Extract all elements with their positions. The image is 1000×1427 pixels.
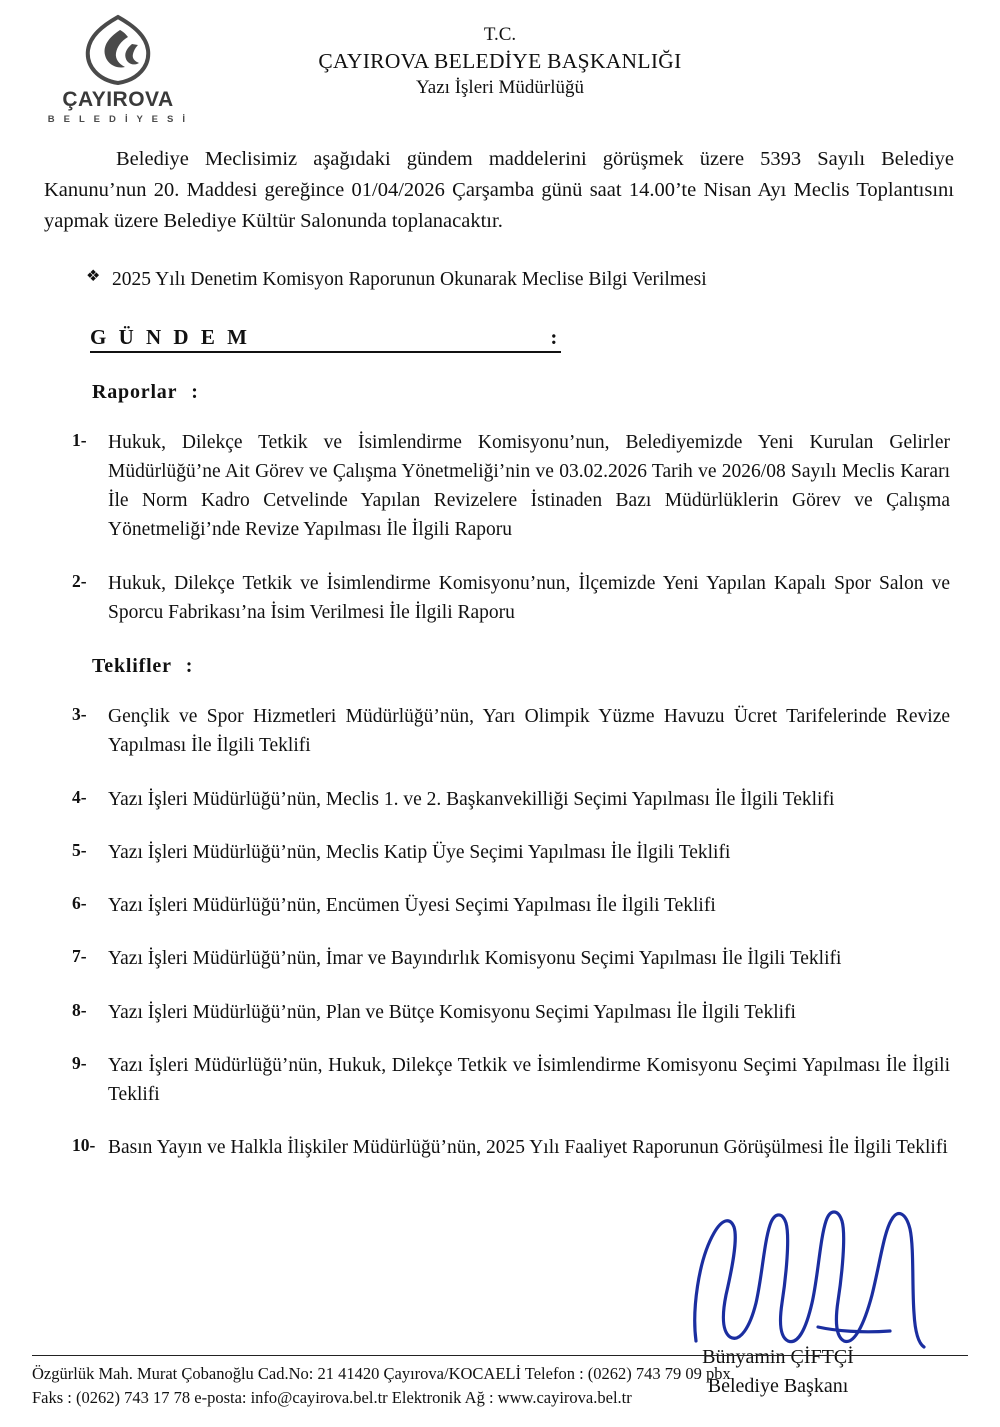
document-footer xyxy=(0,1355,1000,1412)
section-heading-reports xyxy=(44,381,954,404)
letterhead-line-institution: ÇAYIROVA BELEDİYE BAŞKANLIĞI xyxy=(318,49,682,74)
agenda-item xyxy=(44,702,954,761)
info-bullet-text: 2025 Yılı Denetim Komisyon Raporunun Okunarak Meclise Bilgi Verilmesi xyxy=(112,269,707,291)
municipality-logo xyxy=(28,14,208,125)
agenda-heading xyxy=(44,325,954,353)
agenda-item-text: Yazı İşleri Müdürlüğü’nün, Encümen Üyesi Seçimi Yapılması İle İlgili Teklifi xyxy=(108,895,716,917)
agenda-item-number: 4- xyxy=(72,786,87,807)
logo-subtitle: B E L E D İ Y E S İ xyxy=(47,114,189,125)
document-body xyxy=(0,144,1000,1427)
logo-flame-icon xyxy=(72,14,164,86)
section-title-proposals: Teklifler xyxy=(92,655,172,678)
signatory-name: Bünyamin ÇİFTÇİ xyxy=(702,1345,854,1368)
agenda-item xyxy=(44,944,954,973)
footer-divider xyxy=(32,1355,968,1356)
letterhead-line-tc: T.C. xyxy=(483,24,517,45)
agenda-item-text: Gençlik ve Spor Hizmetleri Müdürlüğü’nün, Yarı Olimpik Yüzme Havuzu Ücret Tarifelerinde Revize Yapılması İle İlgili Teklifi xyxy=(108,706,950,757)
section-colon-reports: : xyxy=(191,380,199,403)
agenda-item xyxy=(44,1133,954,1162)
agenda-item-number: 3- xyxy=(72,704,87,725)
section-title-reports: Raporlar xyxy=(92,380,178,403)
agenda-item xyxy=(44,785,954,814)
agenda-item xyxy=(44,428,954,545)
agenda-item-text: Basın Yayın ve Halkla İlişkiler Müdürlüğü’nün, 2025 Yılı Faaliyet Raporunun Görüşülmesi İle İlgili Teklifi xyxy=(108,1137,948,1159)
agenda-item-text: Hukuk, Dilekçe Tetkik ve İsimlendirme Komisyonu’nun, İlçemizde Yeni Yapılan Kapalı Spor Salon ve Sporcu Fabrikası’na İsim Verilmesi İle İlgili Raporu xyxy=(108,572,950,623)
agenda-item-number: 10- xyxy=(72,1135,96,1156)
agenda-item-text: Yazı İşleri Müdürlüğü’nün, Hukuk, Dilekçe Tetkik ve İsimlendirme Komisyonu Seçimi Yapılması İle İlgili Teklifi xyxy=(108,1054,950,1106)
agenda-item xyxy=(44,838,954,867)
agenda-colon: : xyxy=(550,325,561,353)
agenda-item xyxy=(44,1051,954,1110)
agenda-item xyxy=(44,891,954,920)
agenda-label: G Ü N D E M xyxy=(90,325,250,353)
footer-address-line: Özgürlük Mah. Murat Çobanoğlu Cad.No: 21 41420 Çayırova/KOCAELİ Telefon : (0262) 743 79 09 pbx xyxy=(32,1363,731,1383)
agenda-item-number: 5- xyxy=(72,839,87,860)
footer-contact-line: Faks : (0262) 743 17 78 e-posta: info@cayirova.bel.tr Elektronik Ağ : www.cayirova.bel.tr xyxy=(32,1388,632,1408)
agenda-item-number: 6- xyxy=(72,893,87,914)
agenda-item-number: 8- xyxy=(72,999,87,1020)
agenda-item-number: 2- xyxy=(72,570,87,591)
diamond-bullet-icon: ❖ xyxy=(86,268,101,286)
letterhead-line-department: Yazı İşleri Müdürlüğü xyxy=(415,77,584,99)
signatory-title: Belediye Başkanı xyxy=(707,1374,849,1397)
agenda-item-number: 9- xyxy=(72,1052,87,1073)
agenda-item-text: Yazı İşleri Müdürlüğü’nün, Plan ve Bütçe Komisyonu Seçimi Yapılması İle İlgili Teklifi xyxy=(108,1001,796,1023)
info-bullet xyxy=(44,265,954,294)
agenda-item-text: Hukuk, Dilekçe Tetkik ve İsimlendirme Komisyonu’nun, Belediyemizde Yeni Kurulan Gelirler Müdürlüğü’ne Ait Görev ve Çalışma Yönetmeliği’nin ve 03.02.2026 Tarih ve 2026/08 Sayılı Meclis Kararı İle Norm Kadro Cetvelinde Yapılan Revizelere İstinaden Bazı Müdürlüklerin Görev ve Çalışma Yönetmeliği’nde Revize Yapılması İle İlgili Raporu xyxy=(108,431,950,541)
section-colon-proposals: : xyxy=(185,655,194,678)
intro-paragraph: Belediye Meclisimiz aşağıdaki gündem maddelerini görüşmek üzere 5393 Sayılı Belediye Kanunu’nun 20. Maddesi gereğince 01/04/2026 Çarşamba günü saat 14.00’te Nisan Ayı Meclis Toplantısını yapmak üzere Belediye Kültür Salonunda toplanacaktır. xyxy=(44,148,954,233)
agenda-item-text: Yazı İşleri Müdürlüğü’nün, İmar ve Bayındırlık Komisyonu Seçimi Yapılması İle İlgili Teklifi xyxy=(108,948,842,970)
agenda-item-text: Yazı İşleri Müdürlüğü’nün, Meclis 1. ve 2. Başkanvekilliği Seçimi Yapılması İle İlgili Teklifi xyxy=(108,788,835,810)
agenda-item-number: 1- xyxy=(72,429,87,450)
agenda-item-number: 7- xyxy=(72,946,87,967)
agenda-item-text: Yazı İşleri Müdürlüğü’nün, Meclis Katip Üye Seçimi Yapılması İle İlgili Teklifi xyxy=(108,841,731,863)
handwritten-signature xyxy=(686,1191,936,1356)
agenda-item xyxy=(44,569,954,628)
section-heading-proposals xyxy=(44,655,954,678)
agenda-underline xyxy=(250,331,550,353)
document-header xyxy=(0,0,1000,130)
agenda-item xyxy=(44,998,954,1027)
logo-name: ÇAYIROVA xyxy=(62,88,174,111)
